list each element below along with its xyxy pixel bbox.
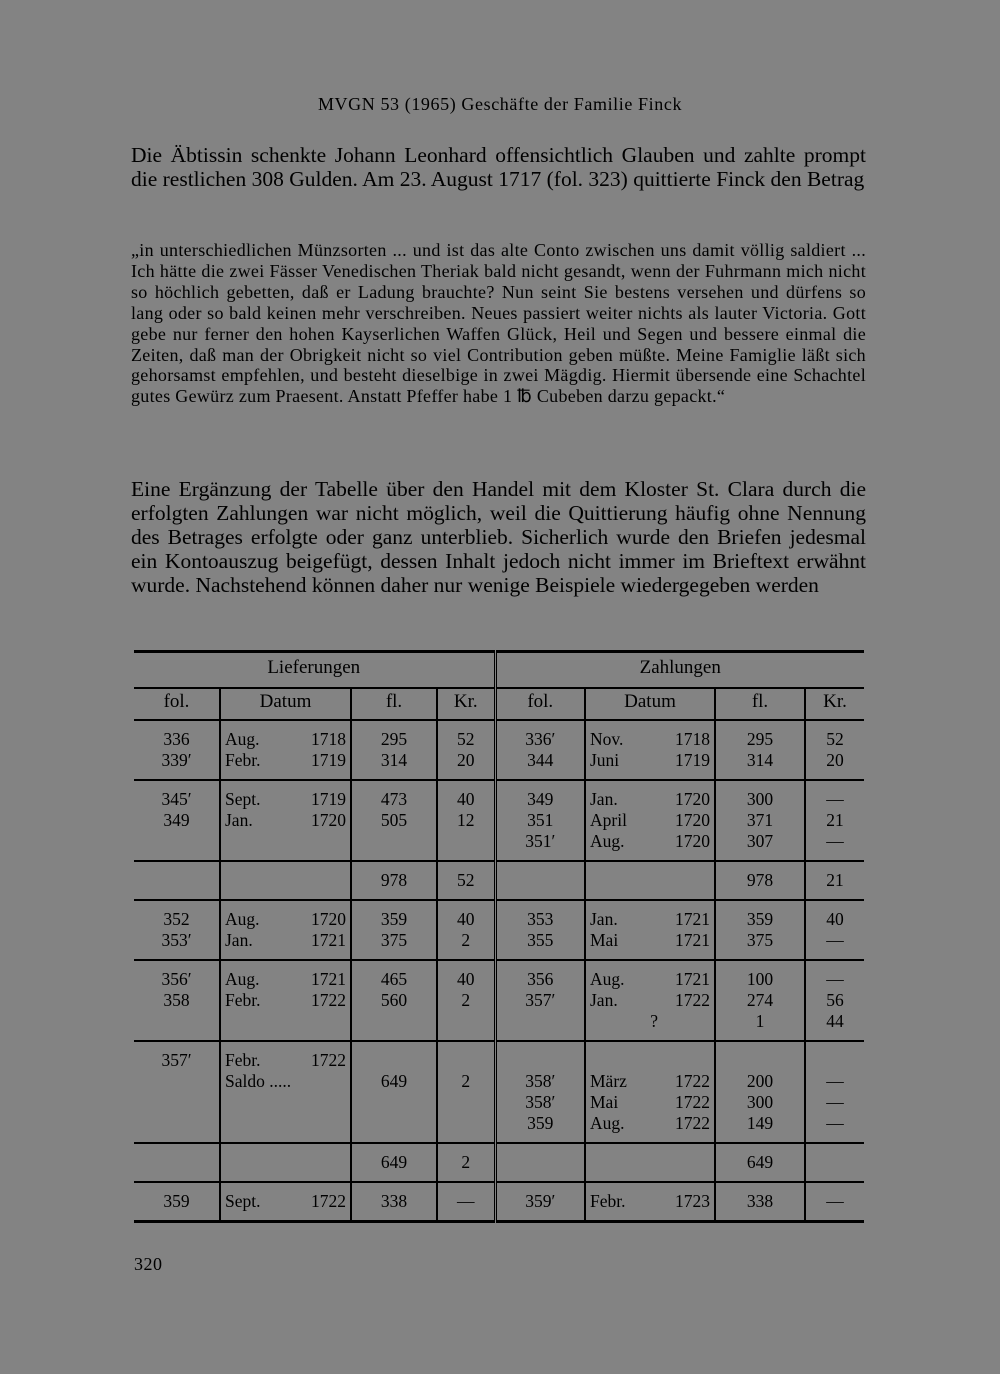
date-line bbox=[225, 1152, 346, 1173]
lieferung-fl bbox=[351, 1182, 437, 1222]
zahlung-kr-line: — bbox=[826, 789, 844, 809]
col-header-fol: fol. bbox=[495, 688, 585, 720]
year: 1719 bbox=[675, 750, 710, 770]
zahlung-datum bbox=[585, 861, 715, 900]
date-line bbox=[590, 831, 710, 852]
lieferung-kr bbox=[437, 1041, 495, 1143]
zahlung-kr bbox=[805, 1143, 864, 1182]
zahlung-fl-line: 1 bbox=[755, 1011, 765, 1031]
accounts-table bbox=[134, 650, 864, 1223]
lieferung-kr-line: 2 bbox=[461, 930, 471, 950]
zahlung-fol bbox=[495, 1182, 585, 1222]
lieferung-fol bbox=[134, 1041, 220, 1143]
lieferung-fol-line: 358 bbox=[163, 990, 190, 1010]
month bbox=[590, 1050, 594, 1071]
date-line bbox=[590, 1152, 710, 1173]
table-row bbox=[134, 780, 864, 861]
lieferung-fl-line: 649 bbox=[380, 1071, 408, 1091]
zahlung-kr-line bbox=[810, 1050, 860, 1071]
lieferung-fol bbox=[134, 861, 220, 900]
zahlung-fol bbox=[495, 861, 585, 900]
date-line bbox=[590, 810, 710, 831]
zahlung-fol-line: 353 bbox=[527, 909, 554, 929]
date-line bbox=[590, 1191, 710, 1212]
running-header: MVGN 53 (1965) Geschäfte der Familie Finck bbox=[317, 94, 683, 114]
zahlung-fol-line: 356 bbox=[527, 969, 554, 989]
zahlung-fl-line: 359 bbox=[746, 909, 774, 929]
lieferung-kr bbox=[437, 1182, 495, 1222]
year: 1721 bbox=[675, 930, 710, 950]
group-header-zahlungen: Zahlungen bbox=[495, 652, 864, 689]
zahlung-fol-line bbox=[501, 1152, 581, 1173]
lieferung-fol-line bbox=[138, 1071, 215, 1092]
zahlung-fl-line: 314 bbox=[746, 750, 774, 770]
month: Mai bbox=[590, 930, 619, 950]
date-line bbox=[225, 1191, 346, 1212]
lieferung-fol bbox=[134, 1143, 220, 1182]
lieferung-datum bbox=[220, 780, 351, 861]
zahlung-kr bbox=[805, 861, 864, 900]
lieferung-fl-line: 465 bbox=[380, 969, 408, 989]
table-body bbox=[134, 720, 864, 1222]
lieferung-kr bbox=[437, 861, 495, 900]
lieferung-kr bbox=[437, 960, 495, 1041]
col-header-datum: Datum bbox=[585, 688, 715, 720]
lieferung-kr-line: 2 bbox=[461, 1071, 471, 1091]
lieferung-fol bbox=[134, 1182, 220, 1222]
lieferung-fol-line: 359 bbox=[163, 1191, 190, 1211]
table-row bbox=[134, 900, 864, 960]
zahlung-kr-line: 20 bbox=[826, 750, 844, 770]
month: Sept. bbox=[225, 789, 261, 809]
date-line bbox=[590, 1113, 710, 1134]
zahlung-kr-line: — bbox=[826, 831, 844, 851]
month: Aug. bbox=[225, 909, 260, 929]
zahlung-kr-line: — bbox=[826, 1113, 844, 1133]
lieferung-kr-line: 40 bbox=[457, 789, 475, 809]
zahlung-kr-line: 40 bbox=[826, 909, 844, 929]
lieferung-kr bbox=[437, 1143, 495, 1182]
lieferung-fl bbox=[351, 1041, 437, 1143]
lieferung-fl-line: 505 bbox=[380, 810, 408, 830]
year: 1719 bbox=[311, 750, 346, 770]
year: 1719 bbox=[311, 789, 346, 809]
zahlung-datum bbox=[585, 720, 715, 780]
year: 1720 bbox=[675, 810, 710, 830]
date-line bbox=[590, 1092, 710, 1113]
zahlung-kr bbox=[805, 1182, 864, 1222]
lieferung-fl-line: 473 bbox=[380, 789, 408, 809]
zahlung-fol-line bbox=[501, 870, 581, 891]
lieferung-datum bbox=[220, 1041, 351, 1143]
zahlung-fl-line: 200 bbox=[746, 1071, 774, 1091]
zahlung-fl-line: 274 bbox=[746, 990, 774, 1010]
year: 1722 bbox=[311, 1050, 346, 1070]
month bbox=[225, 1152, 229, 1173]
year: 1718 bbox=[311, 729, 346, 749]
lieferung-fol-line: 357′ bbox=[161, 1050, 192, 1070]
lieferung-kr bbox=[437, 720, 495, 780]
year: 1722 bbox=[675, 1092, 710, 1112]
month: Mai bbox=[590, 1092, 619, 1112]
lieferung-fol bbox=[134, 780, 220, 861]
zahlung-fol-line: 349 bbox=[527, 789, 554, 809]
zahlung-kr bbox=[805, 780, 864, 861]
group-header-lieferungen: Lieferungen bbox=[134, 652, 495, 689]
date-line bbox=[225, 729, 346, 750]
table-row bbox=[134, 1041, 864, 1143]
month: Febr. bbox=[225, 750, 261, 770]
zahlung-fl-line: 649 bbox=[746, 1152, 774, 1172]
lieferung-datum bbox=[220, 1182, 351, 1222]
zahlung-fol-line: 351 bbox=[527, 810, 554, 830]
year: 1722 bbox=[311, 990, 346, 1010]
month: Aug. bbox=[590, 1113, 625, 1133]
col-header-fol: fol. bbox=[134, 688, 220, 720]
date-line bbox=[590, 1050, 710, 1071]
zahlung-fol-line: 355 bbox=[527, 930, 554, 950]
zahlung-fl-line bbox=[720, 1050, 800, 1071]
col-header-datum: Datum bbox=[220, 688, 351, 720]
lieferung-fol bbox=[134, 720, 220, 780]
paragraph-intro: Die Äbtissin schenkte Johann Leonhard offensichtlich Glauben und zahlte prompt die restlichen 308 Gulden. Am 23. August 1717 (fol. 323) quittierte Finck den Betrag bbox=[131, 143, 866, 191]
lieferung-datum bbox=[220, 861, 351, 900]
date-line bbox=[225, 810, 346, 831]
zahlung-fol-line: 358′ bbox=[525, 1092, 556, 1112]
col-header-fl: fl. bbox=[351, 688, 437, 720]
table-row bbox=[134, 861, 864, 900]
col-header-fl: fl. bbox=[715, 688, 805, 720]
lieferung-fol-line: 353′ bbox=[161, 930, 192, 950]
lieferung-fl-line: 649 bbox=[380, 1152, 408, 1172]
year: 1720 bbox=[311, 810, 346, 830]
lieferung-fl bbox=[351, 1143, 437, 1182]
lieferung-kr-line: 2 bbox=[461, 1152, 471, 1172]
zahlung-kr-line: 21 bbox=[826, 870, 844, 890]
month: Jan. bbox=[225, 810, 253, 830]
zahlung-fol bbox=[495, 720, 585, 780]
zahlung-fl bbox=[715, 1143, 805, 1182]
zahlung-datum bbox=[585, 1182, 715, 1222]
date-line bbox=[225, 930, 346, 951]
lieferung-fl-line: 359 bbox=[380, 909, 408, 929]
lieferung-fol-line: 352 bbox=[163, 909, 190, 929]
zahlung-fl bbox=[715, 720, 805, 780]
zahlung-fl bbox=[715, 900, 805, 960]
zahlung-fol-line: 358′ bbox=[525, 1071, 556, 1091]
lieferung-fl bbox=[351, 900, 437, 960]
month: Aug. bbox=[590, 969, 625, 989]
year: 1720 bbox=[675, 789, 710, 809]
zahlung-datum bbox=[585, 1041, 715, 1143]
zahlung-kr-line: 44 bbox=[826, 1011, 844, 1031]
zahlung-kr-line: 56 bbox=[826, 990, 844, 1010]
zahlung-datum bbox=[585, 900, 715, 960]
year: 1721 bbox=[311, 930, 346, 950]
year: 1721 bbox=[675, 969, 710, 989]
lieferung-fol-line: 336 bbox=[163, 729, 190, 749]
column-header-row bbox=[134, 688, 864, 720]
lieferung-fol-line: 339′ bbox=[161, 750, 192, 770]
date-line bbox=[590, 930, 710, 951]
zahlung-kr-line: — bbox=[826, 1071, 844, 1091]
date-line bbox=[590, 729, 710, 750]
month: Febr. bbox=[590, 1191, 626, 1211]
lieferung-fl-line: 338 bbox=[380, 1191, 408, 1211]
zahlung-kr bbox=[805, 1041, 864, 1143]
year: 1721 bbox=[311, 969, 346, 989]
zahlung-kr bbox=[805, 960, 864, 1041]
table-row bbox=[134, 1143, 864, 1182]
year: 1720 bbox=[675, 831, 710, 851]
zahlung-fol bbox=[495, 1143, 585, 1182]
zahlung-kr-line: — bbox=[826, 930, 844, 950]
table-row bbox=[134, 720, 864, 780]
zahlung-fl-line: 300 bbox=[746, 1092, 774, 1112]
month: März bbox=[590, 1071, 627, 1091]
col-header-kr: Kr. bbox=[805, 688, 864, 720]
lieferung-fl-line: 295 bbox=[380, 729, 408, 749]
lieferung-fol bbox=[134, 900, 220, 960]
lieferung-kr-line: 40 bbox=[457, 969, 475, 989]
lieferung-fl-line: 314 bbox=[380, 750, 408, 770]
year: 1722 bbox=[311, 1191, 346, 1211]
year: 1721 bbox=[675, 909, 710, 929]
lieferung-fl bbox=[351, 720, 437, 780]
lieferung-fl bbox=[351, 960, 437, 1041]
zahlung-fl-line: 149 bbox=[746, 1113, 774, 1133]
page-number: 320 bbox=[134, 1254, 163, 1274]
zahlung-fl-line: 300 bbox=[746, 789, 774, 809]
zahlung-fol-line: 336′ bbox=[525, 729, 556, 749]
date-line bbox=[225, 909, 346, 930]
month: Febr. bbox=[225, 1050, 261, 1070]
lieferung-kr-line: 20 bbox=[457, 750, 475, 770]
lieferung-fol-line bbox=[138, 1152, 215, 1173]
lieferung-fl-line: 375 bbox=[380, 930, 408, 950]
lieferung-kr-line: 40 bbox=[457, 909, 475, 929]
zahlung-fl-line: 338 bbox=[746, 1191, 774, 1211]
month: Jan. bbox=[590, 909, 618, 929]
month: Febr. bbox=[225, 990, 261, 1010]
lieferung-kr-line: 2 bbox=[461, 990, 471, 1010]
zahlung-datum bbox=[585, 780, 715, 861]
zahlung-fl bbox=[715, 861, 805, 900]
date-line bbox=[225, 1050, 346, 1071]
date-line bbox=[225, 789, 346, 810]
month bbox=[590, 1152, 594, 1173]
lieferung-fol-line: 345′ bbox=[161, 789, 192, 809]
month: April bbox=[590, 810, 627, 830]
month: Nov. bbox=[590, 729, 624, 749]
zahlung-fl bbox=[715, 960, 805, 1041]
date-line bbox=[590, 909, 710, 930]
date-line bbox=[590, 990, 710, 1011]
zahlung-fl-line: 978 bbox=[746, 870, 774, 890]
zahlung-kr-line: — bbox=[826, 1092, 844, 1112]
zahlung-fol-line: 357′ bbox=[525, 990, 556, 1010]
date-line bbox=[590, 750, 710, 771]
month: Jan. bbox=[225, 930, 253, 950]
zahlung-datum bbox=[585, 1143, 715, 1182]
zahlung-kr-line: 52 bbox=[826, 729, 844, 749]
lieferung-datum bbox=[220, 900, 351, 960]
month: Juni bbox=[590, 750, 620, 770]
lieferung-fl bbox=[351, 861, 437, 900]
lieferung-fol-line: 356′ bbox=[161, 969, 192, 989]
lieferung-kr bbox=[437, 780, 495, 861]
date-line bbox=[590, 1071, 710, 1092]
lieferung-fol-line bbox=[138, 870, 215, 891]
date-line bbox=[225, 870, 346, 891]
zahlung-fol-line bbox=[501, 1050, 581, 1071]
lieferung-kr-line: 12 bbox=[457, 810, 475, 830]
zahlung-kr bbox=[805, 720, 864, 780]
month: Jan. bbox=[590, 990, 618, 1010]
lieferung-fl bbox=[351, 780, 437, 861]
zahlung-fl-line: 295 bbox=[746, 729, 774, 749]
date-line bbox=[590, 870, 710, 891]
year: 1723 bbox=[675, 1191, 710, 1211]
lieferung-kr-line: 52 bbox=[457, 870, 475, 890]
date-line bbox=[590, 789, 710, 810]
month bbox=[590, 870, 594, 891]
year: 1718 bbox=[675, 729, 710, 749]
month: Aug. bbox=[225, 969, 260, 989]
date-line bbox=[225, 750, 346, 771]
zahlung-kr-line bbox=[810, 1152, 860, 1173]
zahlung-fl-line: 371 bbox=[746, 810, 774, 830]
zahlung-kr-line: — bbox=[826, 969, 844, 989]
lieferung-fol-line: 349 bbox=[163, 810, 190, 830]
lieferung-fol bbox=[134, 960, 220, 1041]
zahlung-fol-line: 344 bbox=[527, 750, 554, 770]
zahlung-fl-line: 100 bbox=[746, 969, 774, 989]
zahlung-fl bbox=[715, 780, 805, 861]
zahlung-fol-line: 359 bbox=[527, 1113, 554, 1133]
date-line bbox=[590, 969, 710, 990]
zahlung-fol-line: 359′ bbox=[525, 1191, 556, 1211]
date-line bbox=[225, 1071, 346, 1092]
year: 1720 bbox=[311, 909, 346, 929]
lieferung-kr-line bbox=[442, 1050, 490, 1071]
zahlung-fl-line: 375 bbox=[746, 930, 774, 950]
lieferung-datum bbox=[220, 1143, 351, 1182]
zahlung-fol bbox=[495, 1041, 585, 1143]
month: ? bbox=[650, 1011, 658, 1031]
accounts-table-wrapper bbox=[134, 650, 864, 1223]
letter-quotation: „in unterschiedlichen Münzsorten ... und ist das alte Conto zwischen uns damit völlig saldiert ... Ich hätte die zwei Fässer Venedischen Theriak bald nicht gesandt, wenn der Fuhrmann mich nicht so höchlich gebetten, daß er Ladung brauchte? Nun seint Sie bestens versehen und dürfens so lang oder so bald keinen mehr verschreiben. Neues passiert weiter nichts als lauter Victoria. Gott gebe nur ferner den hohen Kayserlichen Waffen Glück, Heil und Segen und bessere einmal die Zeiten, daß man der Obrigkeit nicht so viel Contribution geben müßte. Meine Famiglie läßt sich gehorsamst empfehlen, und besteht dieselbige in zwei Mägdig. Hiermit übersende eine Schachtel gutes Gewürz zum Praesent. Anstatt Pfeffer habe 1 ℔ Cubeben darzu gepackt.“ bbox=[131, 240, 866, 407]
year: 1722 bbox=[675, 1113, 710, 1133]
zahlung-fol bbox=[495, 960, 585, 1041]
lieferung-kr-line: 52 bbox=[457, 729, 475, 749]
lieferung-datum bbox=[220, 960, 351, 1041]
month bbox=[225, 870, 229, 891]
year: 1722 bbox=[675, 1071, 710, 1091]
table-row bbox=[134, 1182, 864, 1222]
zahlung-fol bbox=[495, 900, 585, 960]
date-line bbox=[225, 969, 346, 990]
zahlung-datum bbox=[585, 960, 715, 1041]
month: Sept. bbox=[225, 1191, 261, 1211]
zahlung-fl bbox=[715, 1182, 805, 1222]
month: Aug. bbox=[225, 729, 260, 749]
col-header-kr: Kr. bbox=[437, 688, 495, 720]
year: 1722 bbox=[675, 990, 710, 1010]
zahlung-fol bbox=[495, 780, 585, 861]
zahlung-fol-line bbox=[501, 1011, 581, 1032]
month: Saldo ..... bbox=[225, 1071, 292, 1091]
table-row bbox=[134, 960, 864, 1041]
lieferung-datum bbox=[220, 720, 351, 780]
date-line bbox=[225, 990, 346, 1011]
month: Jan. bbox=[590, 789, 618, 809]
date-line bbox=[590, 1011, 710, 1032]
lieferung-fl-line: 560 bbox=[380, 990, 408, 1010]
zahlung-fl bbox=[715, 1041, 805, 1143]
zahlung-kr-line: 21 bbox=[826, 810, 844, 830]
lieferung-fl-line: 978 bbox=[380, 870, 408, 890]
lieferung-kr bbox=[437, 900, 495, 960]
zahlung-kr-line: — bbox=[826, 1191, 844, 1211]
zahlung-fl-line: 307 bbox=[746, 831, 774, 851]
zahlung-fol-line: 351′ bbox=[525, 831, 556, 851]
paragraph-table-intro: Eine Ergänzung der Tabelle über den Handel mit dem Kloster St. Clara durch die erfolgten Zahlungen war nicht möglich, weil die Quittierung häufig ohne Nennung des Betrages erfolgte oder ganz unterblieb. Sicherlich wurde den Briefen jedesmal ein Kontoauszug beigefügt, dessen Inhalt jedoch nicht immer im Brieftext erwähnt wurde. Nachstehend können daher nur wenige Beispiele wiedergegeben werden bbox=[131, 477, 866, 597]
lieferung-kr-line: — bbox=[457, 1191, 475, 1211]
zahlung-kr bbox=[805, 900, 864, 960]
month: Aug. bbox=[590, 831, 625, 851]
lieferung-fl-line bbox=[356, 1050, 432, 1071]
